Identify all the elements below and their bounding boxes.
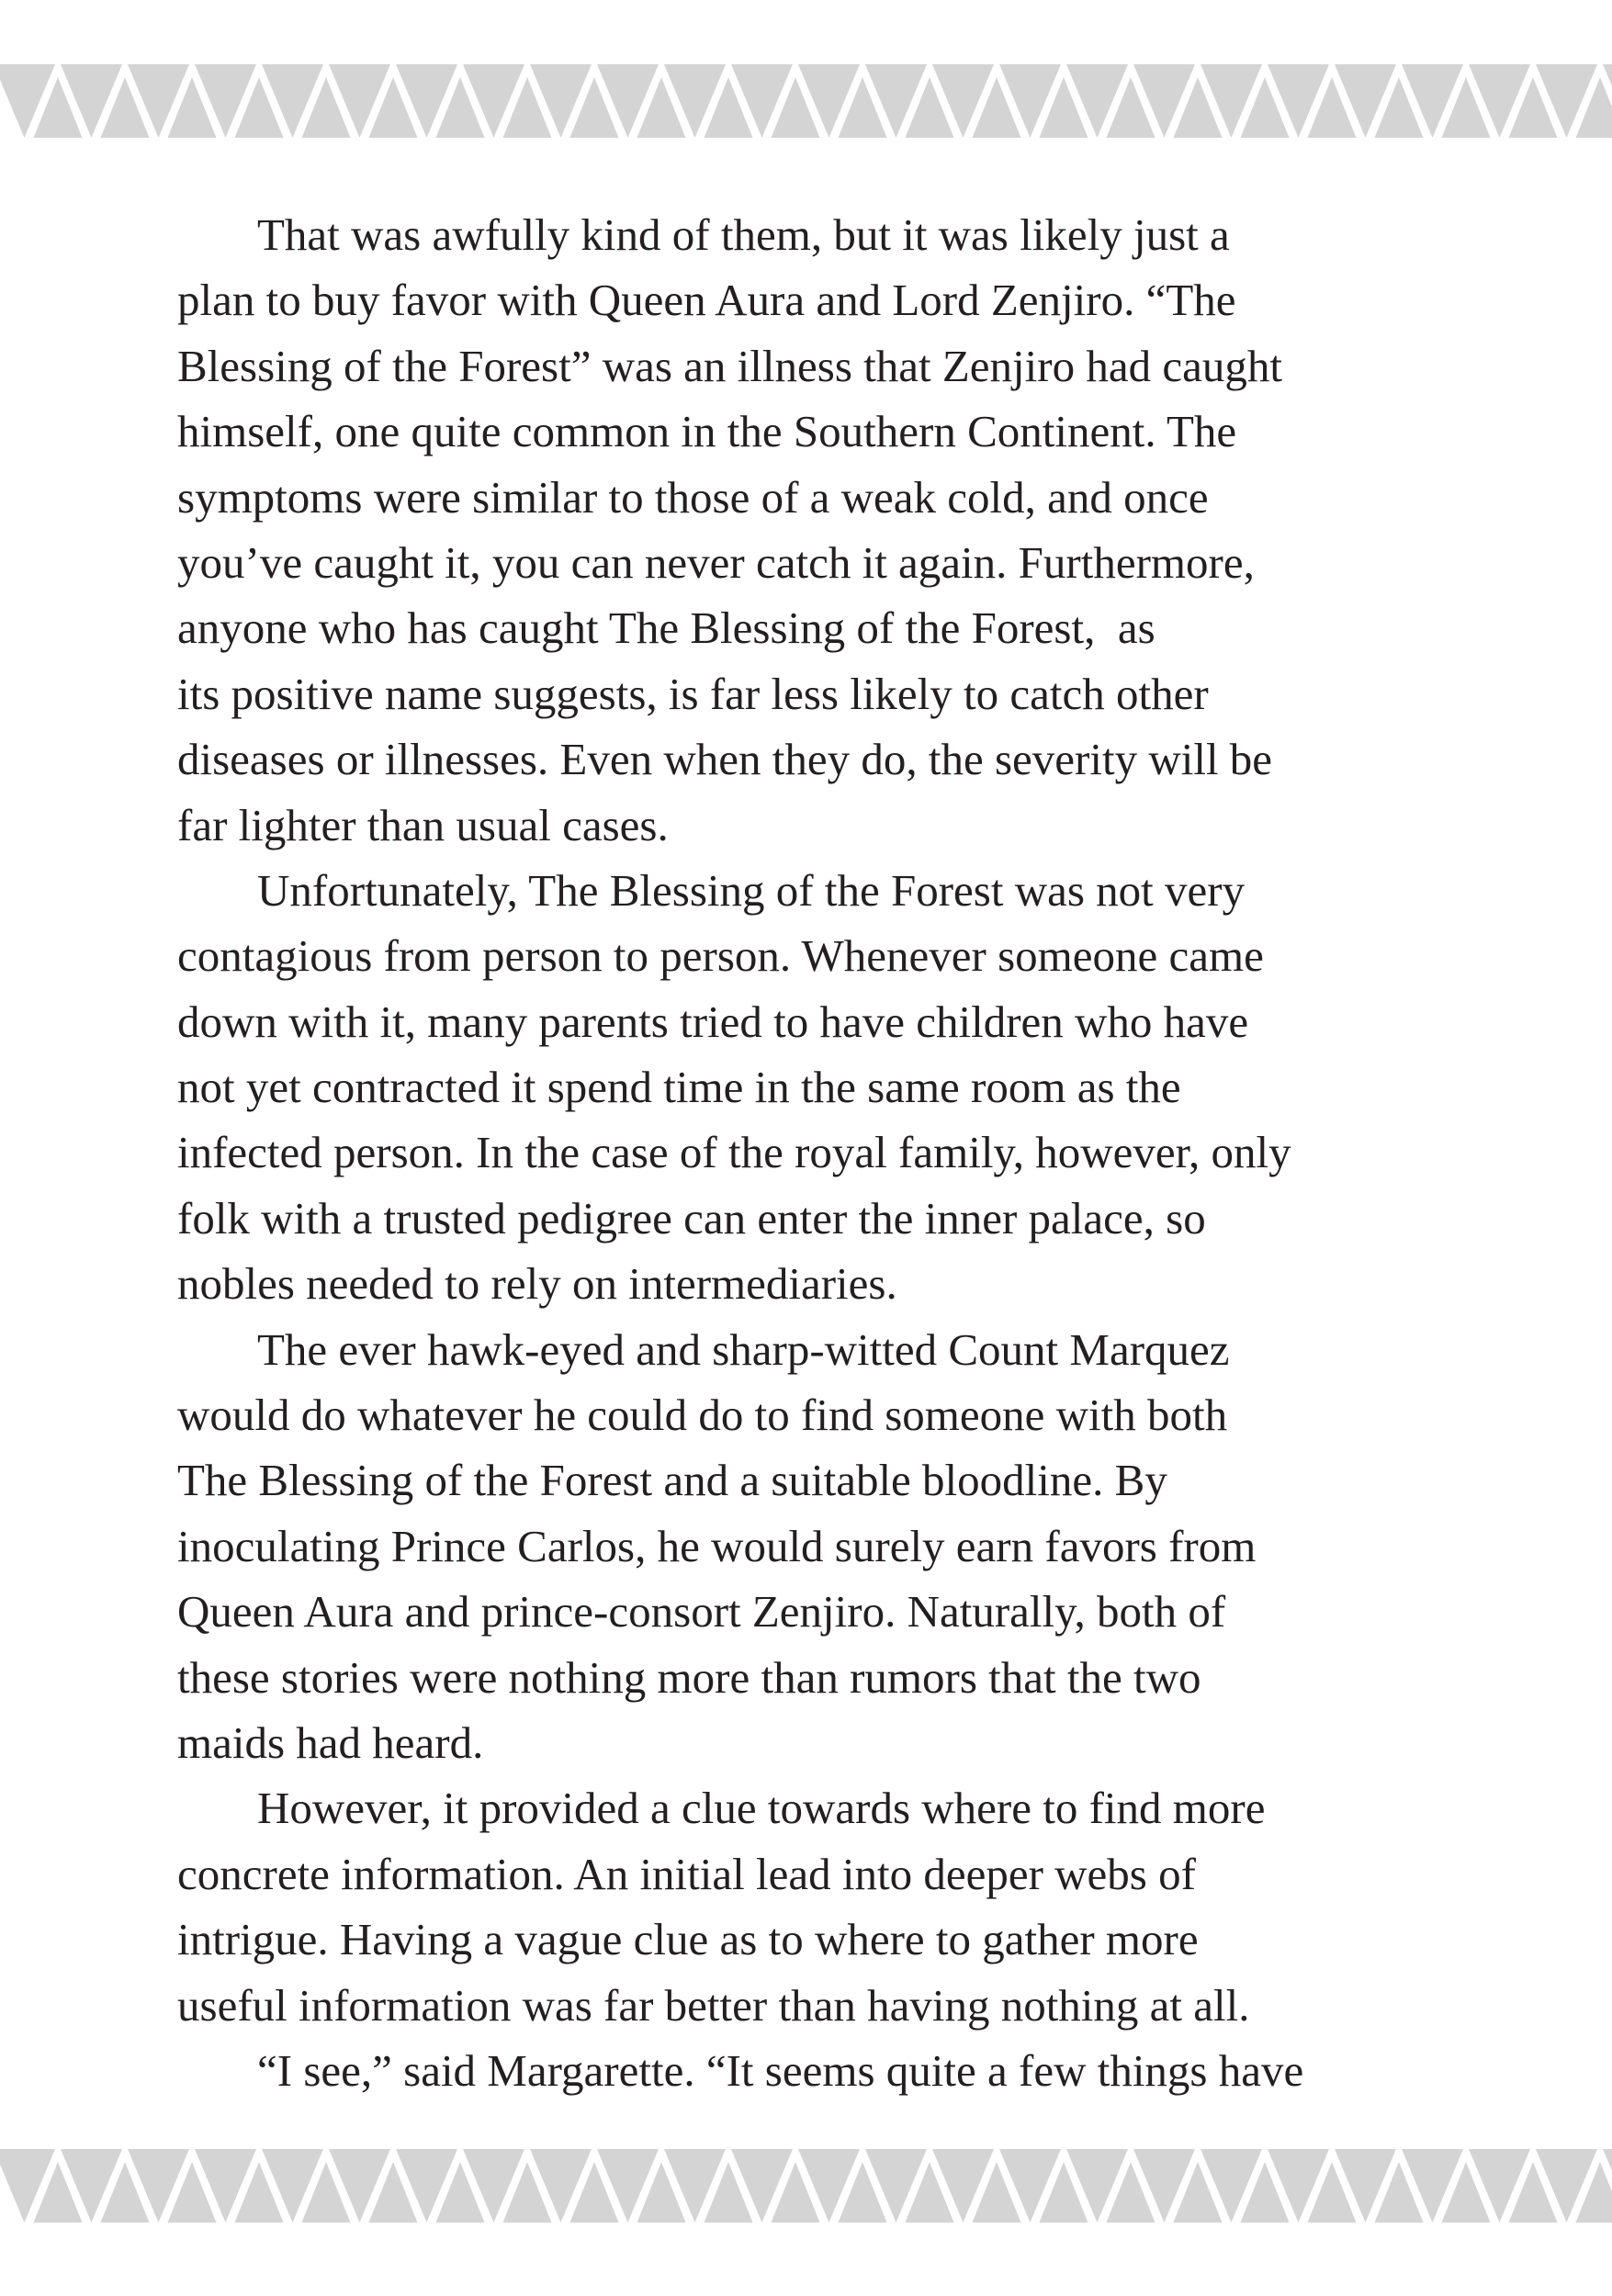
text-line: nobles needed to rely on intermediaries. [177,1258,897,1310]
text-line: its positive name suggests, is far less likely to catch other [177,668,1209,719]
text-line: these stories were nothing more than rumors that the two [177,1651,1201,1703]
text-line: “I see,” said Margarette. “It seems quite a few things have [257,2044,1304,2096]
text-line: The Blessing of the Forest and a suitable bloodline. By [177,1455,1167,1506]
text-line: contagious from person to person. Whenever someone came [177,930,1264,982]
text-line: down with it, many parents tried to have children who have [177,996,1249,1047]
bottom-decorative-border [0,2149,1612,2223]
text-line: you’ve caught it, you can never catch it again. Furthermore, [177,536,1255,588]
text-line: maids had heard. [177,1716,484,1768]
text-line: However, it provided a clue towards where to find more [257,1783,1266,1834]
text-line: would do whatever he could do to find someone with both [177,1390,1228,1441]
text-line: Blessing of the Forest” was an illness that Zenjiro had caught [177,340,1282,391]
text-line: useful information was far better than having nothing at all. [177,1979,1250,2031]
text-line: infected person. In the case of the royal family, however, only [177,1127,1291,1178]
text-line: anyone who has caught The Blessing of the Forest, as [177,602,1155,654]
text-line: folk with a trusted pedigree can enter the inner palace, so [177,1192,1206,1244]
text-line: Queen Aura and prince-consort Zenjiro. Naturally, both of [177,1586,1226,1638]
text-line: plan to buy favor with Queen Aura and Lord Zenjiro. “The [177,275,1236,326]
text-line: The ever hawk-eyed and sharp-witted Count Marquez [257,1323,1230,1375]
body-text [177,202,1482,2103]
text-line: himself, one quite common in the Southern Continent. The [177,406,1237,457]
text-line: Unfortunately, The Blessing of the Forest was not very [257,864,1246,916]
text-line: far lighter than usual cases. [177,799,669,850]
text-line: symptoms were similar to those of a weak cold, and once [177,471,1209,523]
text-line: not yet contracted it spend time in the same room as the [177,1062,1181,1113]
top-decorative-border [0,64,1612,138]
text-line: diseases or illnesses. Even when they do, the severity will be [177,734,1273,785]
text-line: That was awfully kind of them, but it was likely just a [257,209,1230,260]
text-line: inoculating Prince Carlos, he would surely earn favors from [177,1520,1257,1571]
text-line: concrete information. An initial lead into deeper webs of [177,1848,1196,1899]
text-line: intrigue. Having a vague clue as to where to gather more [177,1914,1199,1965]
